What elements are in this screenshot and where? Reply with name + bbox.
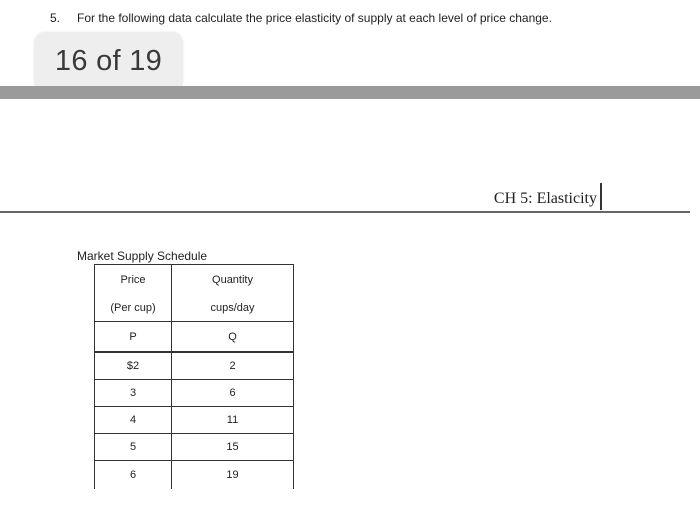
table-row [95, 461, 294, 490]
price-unit-header: (Per cup) [95, 294, 172, 322]
supply-schedule-table [94, 264, 294, 489]
table-row [95, 407, 294, 434]
quantity-cell: 2 [172, 352, 294, 380]
quantity-symbol-header: Q [172, 322, 294, 353]
document-heading: CH 5: Elasticity [493, 190, 597, 207]
table-row [95, 434, 294, 461]
quantity-unit-header: cups/day [172, 294, 294, 322]
table-header-row [95, 294, 294, 322]
price-symbol-header: P [95, 322, 172, 353]
price-cell: 3 [95, 380, 172, 407]
price-cell: 4 [95, 407, 172, 434]
quantity-header: Quantity [172, 265, 294, 295]
question-number: 5. [50, 11, 61, 25]
text-cursor [600, 183, 602, 210]
question-text: For the following data calculate the price elasticity of supply at each level of price change. [77, 11, 552, 25]
table-header-row [95, 265, 294, 295]
progress-indicator [35, 32, 182, 90]
divider-band [0, 86, 700, 99]
quantity-cell: 15 [172, 434, 294, 461]
heading-rule [0, 211, 690, 213]
quantity-cell: 6 [172, 380, 294, 407]
table-row [95, 380, 294, 407]
quantity-cell: 19 [172, 461, 294, 490]
table-row [95, 352, 294, 380]
table-caption: Market Supply Schedule [77, 249, 208, 263]
price-header: Price [95, 265, 172, 295]
price-cell: 5 [95, 434, 172, 461]
table-header-row [95, 322, 294, 353]
quantity-cell: 11 [172, 407, 294, 434]
price-cell: 6 [95, 461, 172, 490]
progress-label: 16 of 19 [54, 44, 163, 77]
price-cell: $2 [95, 352, 172, 380]
